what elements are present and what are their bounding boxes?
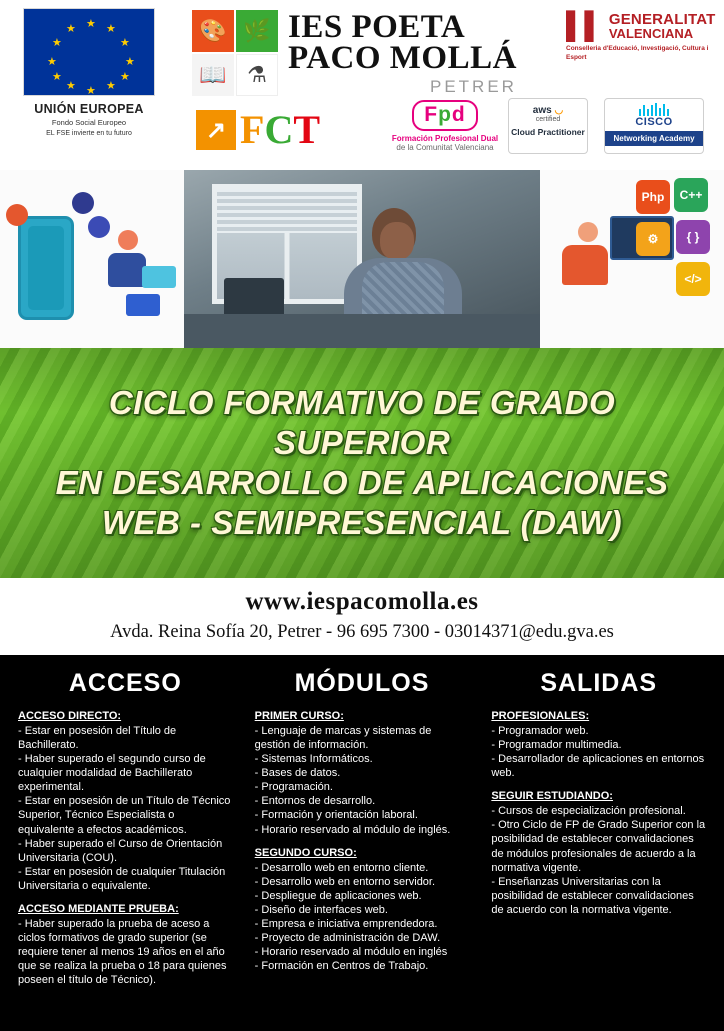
column-modulos [249, 669, 476, 1021]
desk-shape [184, 314, 540, 348]
school-town: PETRER [430, 76, 517, 96]
heart-bubble-icon [72, 192, 94, 214]
fct-letter-c: C [264, 107, 294, 152]
column-heading-modulos: MÓDULOS [294, 669, 430, 697]
list-item: - Desarrollo web en entorno servidor. [254, 875, 436, 888]
fpd-letter-d: d [451, 103, 466, 126]
illustration-mobile-social [0, 170, 184, 348]
list-item: - Formación en Centros de Trabajo. [254, 960, 429, 973]
photo-man-at-office-desk [184, 170, 540, 348]
contact-block [0, 578, 724, 655]
cisco-program-label: Networking Academy [605, 131, 703, 146]
fpd-letter-f: F [424, 103, 439, 126]
eu-flag-icon: ★ ★ ★ ★ ★ ★ ★ ★ ★ ★ ★ ★ [23, 8, 155, 96]
school-name-line1: IES POETA [288, 9, 466, 45]
list-item: - Entornos de desarrollo. [254, 795, 376, 808]
leaf-icon: 🌿 [236, 10, 278, 52]
gear-icon: ⚙ [636, 222, 670, 256]
list-item: - Estar en posesión del Título de Bachillerato. [18, 725, 177, 752]
website-link[interactable]: www.iespacomolla.es [245, 588, 479, 615]
list-item: - Programador web. [491, 725, 589, 737]
aws-badge-title: Cloud Practitioner [511, 127, 585, 137]
title-banner [0, 348, 724, 578]
aws-certified-label: certified [535, 116, 561, 123]
acceso-prueba-subheading: ACCESO MEDIANTE PRUEBA: [18, 902, 179, 915]
address-line: Avda. Reina Sofía 20, Petrer - 96 695 7300 - 03014371@edu.gva.es [110, 622, 614, 642]
list-item: - Haber superado la prueba de aceso a ciclos formativos de grado superior (se requiere tener al menos 19 años en el año que se realiza la prueba o 18 para quienes poseen el título de Técnico). [18, 917, 227, 987]
primer-curso-subheading: PRIMER CURSO: [254, 710, 344, 722]
list-item: - Formación y orientación laboral. [254, 809, 418, 822]
column-salidas [485, 669, 712, 1021]
list-item: - Haber superado el segundo curso de cualquier modalidad de Bachillerato experimental. [18, 753, 206, 794]
cisco-wordmark: CISCO [635, 116, 673, 128]
fct-letter-f: F [240, 107, 265, 152]
html-tag-icon: </> [676, 262, 710, 296]
list-item: - Programador multimedia. [491, 739, 622, 752]
list-item: - Estar en posesión de cualquier Titulación Universitaria o equivalente. [18, 865, 226, 892]
column-heading-salidas: SALIDAS [540, 669, 658, 697]
eu-subtitle-1: Fondo Social Europeo [51, 118, 127, 127]
book-icon: 📖 [192, 54, 234, 96]
header-logos [0, 0, 724, 170]
list-item: - Empresa e iniciativa emprendedora. [254, 917, 438, 930]
list-item: - Lenguaje de marcas y sistemas de gestión de información. [254, 725, 432, 752]
generalitat-name-1: GENERALITAT [608, 11, 716, 28]
aws-badge [508, 98, 588, 154]
illustration-web-developer [540, 170, 724, 348]
generalitat-name-2: VALENCIANA [608, 26, 694, 41]
list-item: - Bases de datos. [254, 767, 341, 780]
cisco-badge [604, 98, 704, 154]
arrow-up-right-icon: ↗ [196, 110, 236, 150]
fpd-line2: de la Comunitat Valenciana [396, 143, 494, 152]
generalitat-crest-icon: ▌▌ [566, 10, 603, 40]
list-item: - Otro Ciclo de FP de Grado Superior con la posibilidad de establecer convalidaciones de módulos profesionales de acuerdo a la normativa vigente. [491, 819, 706, 874]
school-name-line2: PACO MOLLÁ [288, 40, 517, 77]
column-heading-acceso: ACCESO [68, 669, 182, 697]
fct-letter-t: T [293, 107, 321, 152]
php-tag-icon: Php [636, 180, 670, 214]
list-item: - Horario reservado al módulo de inglés. [254, 823, 451, 836]
aws-brand [509, 105, 587, 116]
list-item: - Diseño de interfaces web. [254, 903, 388, 916]
palette-icon: 🎨 [192, 10, 234, 52]
fct-logo [196, 107, 321, 152]
column-acceso [12, 669, 239, 1021]
list-item: - Desarrollador de aplicaciones en entornos web. [491, 753, 705, 780]
like-bubble-icon [88, 216, 110, 238]
list-item: - Haber superado el Curso de Orientación Universitaria (COU). [18, 837, 223, 864]
eu-subtitle-2: EL FSE invierte en tu futuro [46, 130, 132, 137]
card-shape [142, 266, 176, 288]
page-title-line-1: CICLO FORMATIVO DE GRADO SUPERIOR [108, 383, 616, 461]
image-band [0, 170, 724, 348]
list-item: - Despliegue de aplicaciones web. [254, 889, 422, 902]
page-title-line-2: EN DESARROLLO DE APLICACIONES [55, 464, 669, 501]
list-item: - Proyecto de administración de DAW. [254, 932, 441, 945]
cisco-bars-icon [605, 103, 703, 116]
cpp-tag-icon: C++ [674, 178, 708, 212]
profesionales-subheading: PROFESIONALES: [491, 710, 590, 722]
list-item: - Cursos de especialización profesional. [491, 805, 686, 818]
chat-bubble-icon [6, 204, 28, 226]
generalitat-department: Conselleria d'Educació, Investigació, Cultura i Esport [566, 45, 709, 62]
school-logo [192, 10, 517, 97]
generalitat-logo [566, 12, 716, 63]
list-item: - Sistemas Informáticos. [254, 753, 373, 766]
list-item: - Programación. [254, 781, 333, 794]
school-logo-tiles [192, 10, 278, 96]
eu-title: UNIÓN EUROPEA [34, 102, 144, 116]
seguir-estudiando-subheading: SEGUIR ESTUDIANDO: [491, 790, 613, 803]
smartphone-icon [18, 216, 74, 320]
list-item: - Estar en posesión de un Título de Técnico Superior, Técnico Especialista o equivalente a efectos académicos. [18, 795, 231, 836]
segundo-curso-subheading: SEGUNDO CURSO: [254, 846, 357, 859]
fpd-letter-p: p [438, 103, 452, 126]
list-item: - Desarrollo web en entorno cliente. [254, 861, 429, 874]
info-columns [0, 655, 724, 1031]
card-shape [126, 294, 160, 316]
person-face-shape [380, 222, 414, 260]
list-item: - Horario reservado al módulo en inglés [254, 946, 448, 959]
flask-icon: ⚗ [236, 54, 278, 96]
aws-smile-icon: ◡ [554, 105, 564, 116]
monitor-shape [224, 278, 284, 318]
fpd-logo [380, 100, 510, 152]
fpd-badge [412, 100, 477, 131]
acceso-directo-subheading: ACCESO DIRECTO: [18, 710, 122, 722]
fpd-line1: Formación Profesional Dual [391, 134, 499, 143]
eu-logo-block [14, 8, 164, 137]
aws-wordmark: aws [532, 105, 552, 116]
page-title-line-3: WEB - SEMIPRESENCIAL (DAW) [101, 504, 623, 542]
list-item: - Enseñanzas Universitarias con la posibilidad de establecer convalidaciones de acuerdo con la normativa vigente. [491, 875, 694, 916]
braces-icon: { } [676, 220, 710, 254]
